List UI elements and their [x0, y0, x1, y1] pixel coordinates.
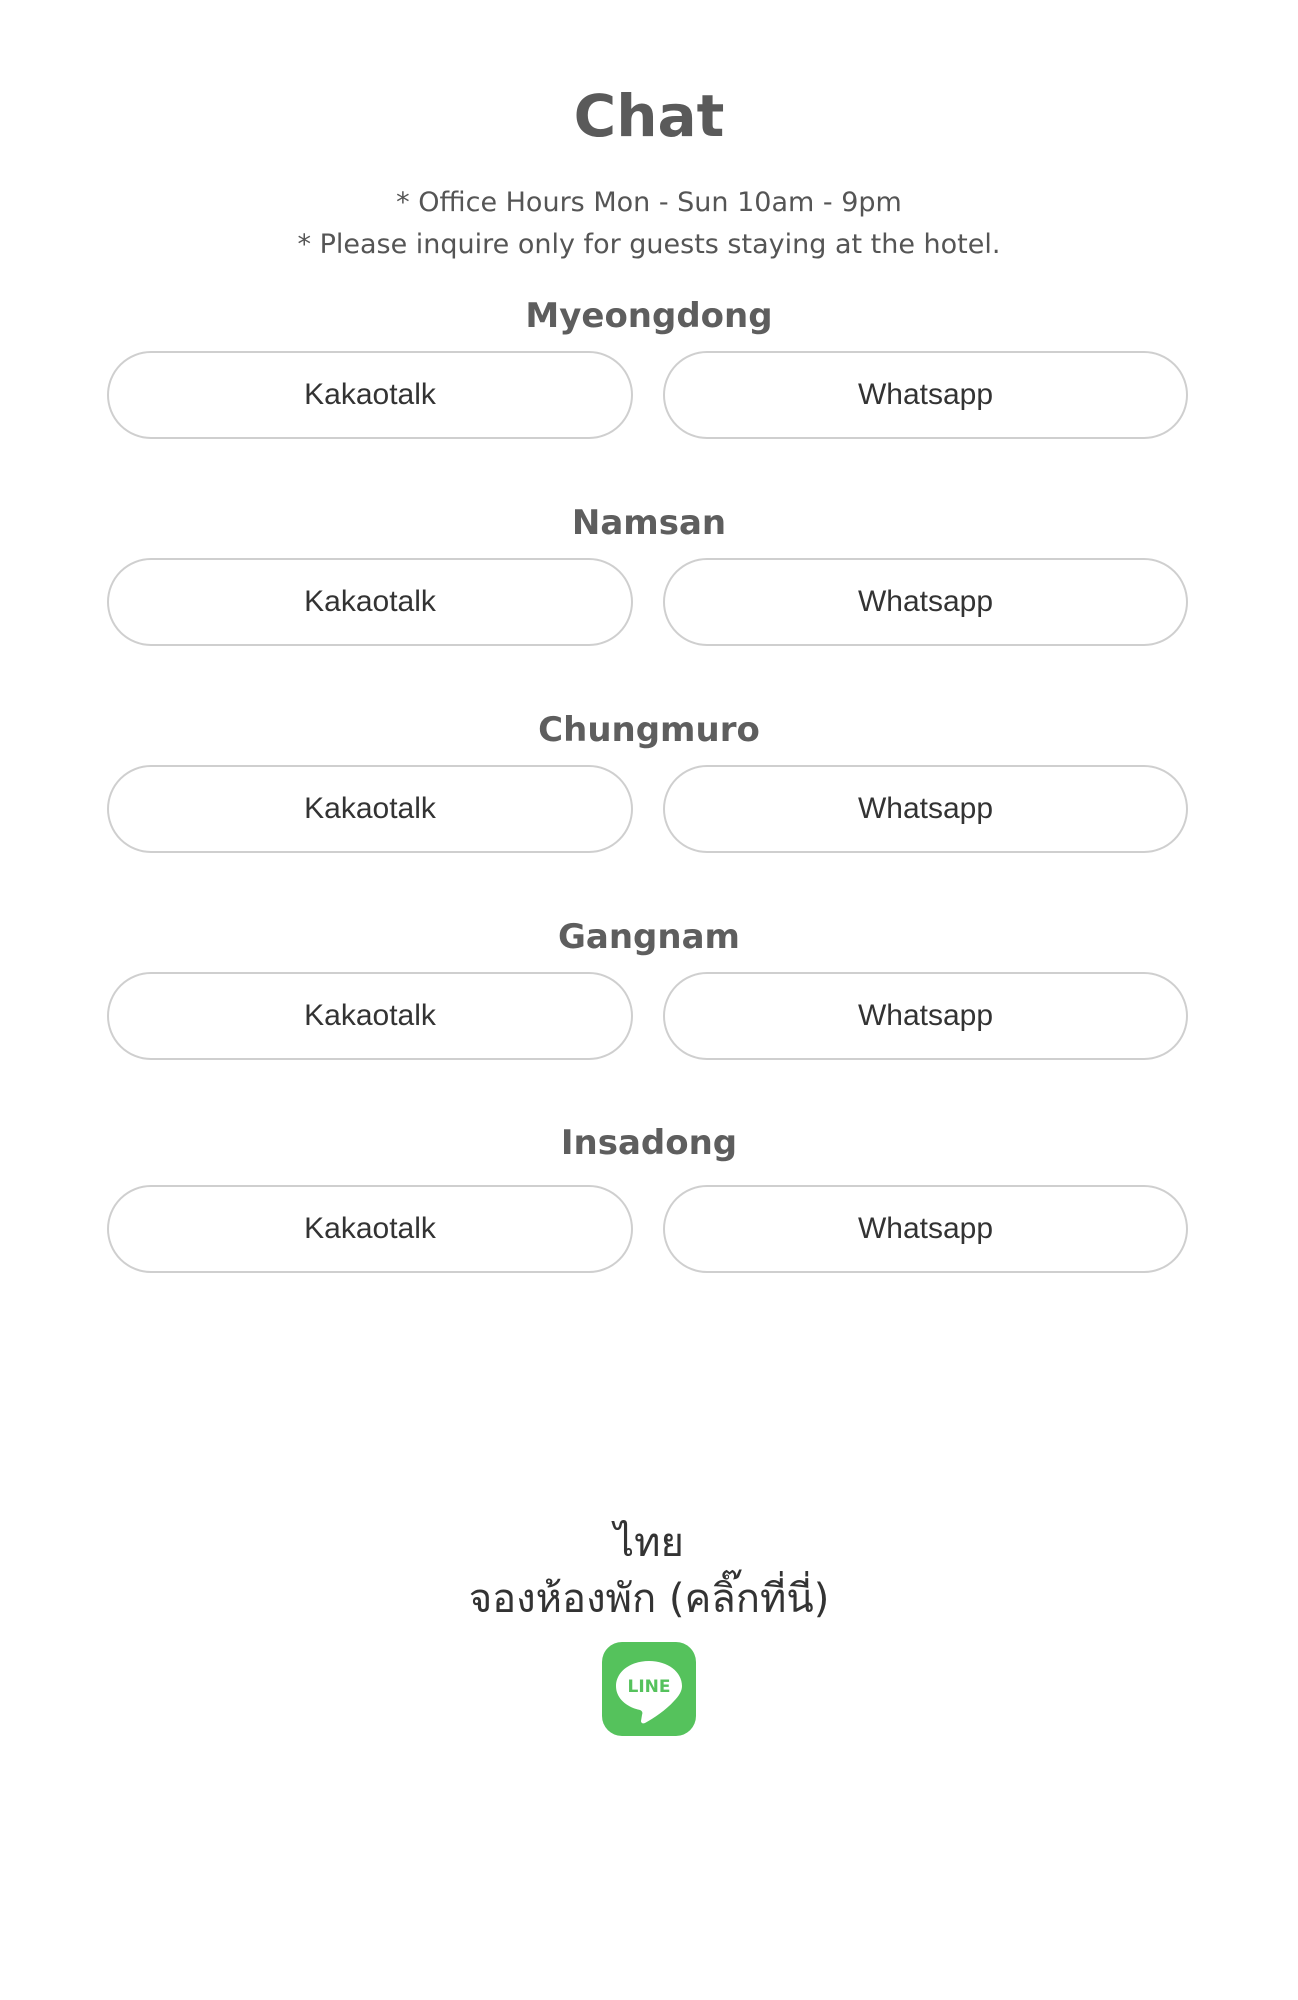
whatsapp-button[interactable]: Whatsapp	[663, 1185, 1188, 1273]
kakaotalk-button[interactable]: Kakaotalk	[107, 972, 633, 1060]
branch-title: Namsan	[571, 503, 727, 543]
whatsapp-button[interactable]: Whatsapp	[663, 972, 1188, 1060]
kakaotalk-button[interactable]: Kakaotalk	[107, 1185, 633, 1273]
kakaotalk-button[interactable]: Kakaotalk	[107, 351, 633, 439]
kakaotalk-button[interactable]: Kakaotalk	[107, 765, 633, 853]
whatsapp-button[interactable]: Whatsapp	[663, 558, 1188, 646]
branch-title: Chungmuro	[538, 710, 760, 750]
branch-title: Myeongdong	[525, 296, 773, 336]
line-logo-graphic	[602, 1642, 696, 1736]
whatsapp-button[interactable]: Whatsapp	[663, 765, 1188, 853]
page-title: Chat	[573, 82, 725, 150]
kakaotalk-button[interactable]: Kakaotalk	[107, 558, 633, 646]
line-logo-text: LINE	[627, 1677, 671, 1697]
branch-title: Gangnam	[558, 917, 740, 957]
branch-title: Insadong	[560, 1123, 738, 1163]
booking-link[interactable]: จองห้องพัก (คลิ๊กที่นี่)	[468, 1576, 830, 1622]
office-hours-notice: * Office Hours Mon - Sun 10am - 9pm	[396, 187, 902, 218]
guests-only-notice: * Please inquire only for guests staying at the hotel.	[297, 229, 1001, 260]
thai-language-label: ไทย	[614, 1520, 684, 1566]
whatsapp-button[interactable]: Whatsapp	[663, 351, 1188, 439]
line-icon[interactable]	[602, 1642, 696, 1736]
